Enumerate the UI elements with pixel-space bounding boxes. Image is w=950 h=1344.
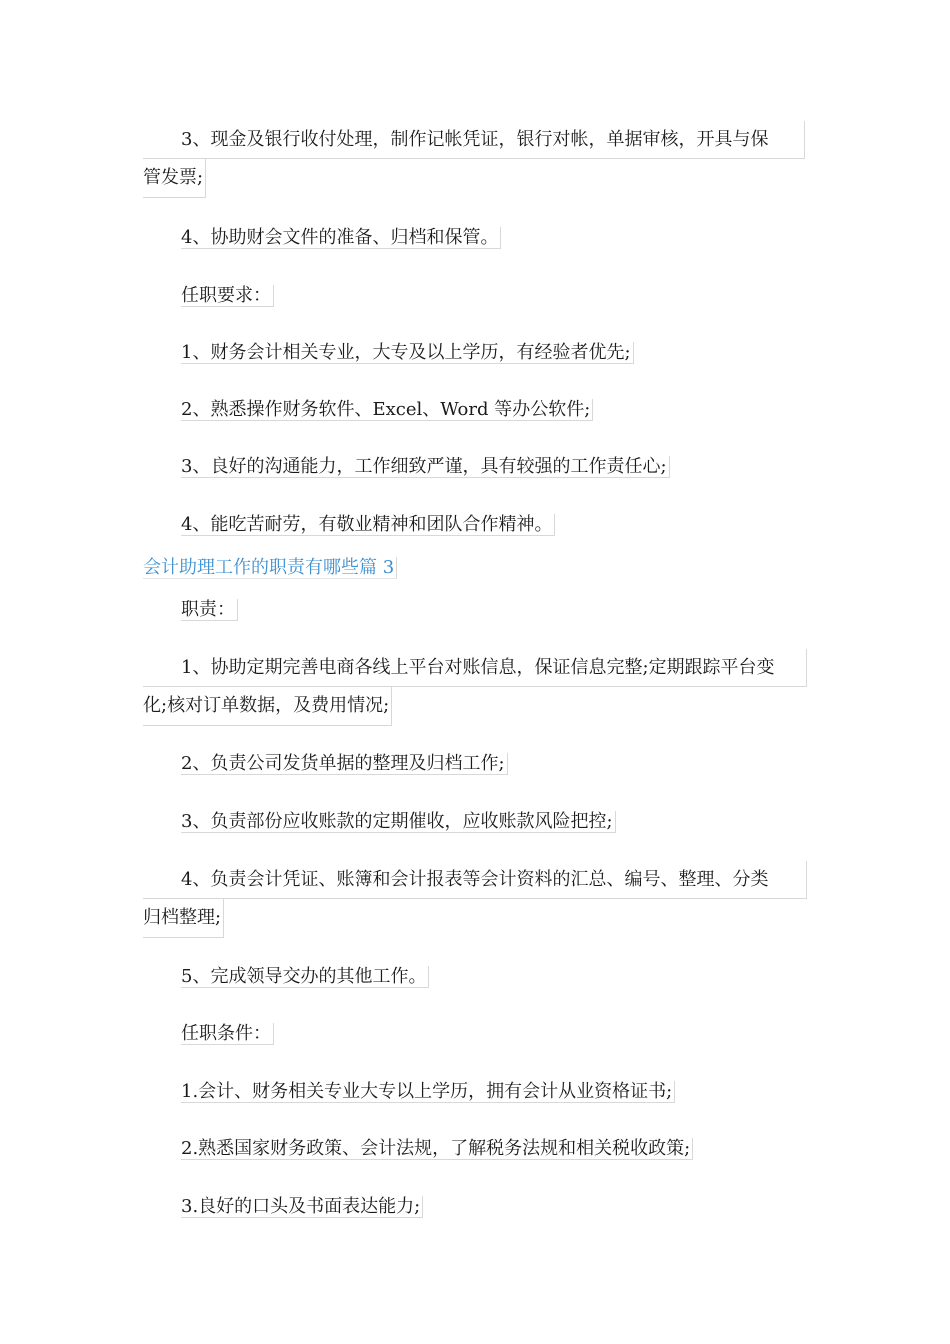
paragraph-text: 2、熟悉操作财务软件、Excel、Word 等办公软件;	[181, 399, 593, 421]
paragraph-line: 4、负责会计凭证、账簿和会计报表等会计资料的汇总、编号、整理、分类	[143, 861, 807, 899]
paragraph-text: 4、协助财会文件的准备、归档和保管。	[181, 227, 501, 249]
paragraph-requirement-2	[143, 391, 593, 429]
paragraph-line: 归档整理;	[143, 899, 224, 938]
paragraph-duty-4	[143, 861, 807, 952]
paragraph-text: 2.熟悉国家财务政策、会计法规，了解税务法规和相关税收政策;	[181, 1138, 693, 1160]
paragraph-duty-2	[143, 745, 508, 783]
paragraph-text: 3、良好的沟通能力，工作细致严谨，具有较强的工作责任心;	[181, 456, 670, 478]
paragraph-text: 5、完成领导交办的其他工作。	[181, 966, 429, 988]
section-heading	[143, 553, 397, 583]
paragraph-duty-1	[143, 649, 807, 740]
paragraph-qualification-3	[143, 1188, 423, 1226]
paragraph-line: 1、协助定期完善电商各线上平台对账信息，保证信息完整;定期跟踪平台变	[143, 649, 807, 687]
paragraph-text: 职责：	[181, 599, 238, 621]
section-label-requirements	[143, 277, 274, 315]
paragraph-text: 4、能吃苦耐劳，有敬业精神和团队合作精神。	[181, 514, 555, 536]
paragraph-duty-3	[143, 803, 616, 841]
paragraph-cash-handling	[143, 121, 805, 212]
paragraph-text: 1.会计、财务相关专业大专以上学历，拥有会计从业资格证书;	[181, 1081, 675, 1103]
paragraph-text: 2、负责公司发货单据的整理及归档工作;	[181, 753, 508, 775]
paragraph-text: 任职要求：	[181, 285, 274, 307]
paragraph-line: 3、现金及银行收付处理，制作记帐凭证，银行对帐，单据审核，开具与保	[143, 121, 805, 159]
paragraph-text: 3.良好的口头及书面表达能力;	[181, 1196, 423, 1218]
paragraph-qualification-2	[143, 1130, 693, 1168]
paragraph-duty-5	[143, 958, 429, 996]
section-label-qualifications	[143, 1015, 274, 1053]
paragraph-text: 任职条件：	[181, 1023, 274, 1045]
section-label-duties	[143, 591, 238, 629]
paragraph-qualification-1	[143, 1073, 675, 1111]
paragraph-file-archiving	[143, 219, 501, 257]
paragraph-text: 3、负责部份应收账款的定期催收，应收账款风险把控;	[181, 811, 616, 833]
paragraph-text: 1、财务会计相关专业，大专及以上学历，有经验者优先;	[181, 342, 634, 364]
paragraph-line: 管发票;	[143, 159, 206, 198]
paragraph-requirement-4	[143, 506, 555, 544]
paragraph-requirement-3	[143, 448, 670, 486]
paragraph-requirement-1	[143, 334, 634, 372]
paragraph-line: 化;核对订单数据，及费用情况;	[143, 687, 392, 726]
heading-text: 会计助理工作的职责有哪些篇 3	[143, 557, 397, 579]
